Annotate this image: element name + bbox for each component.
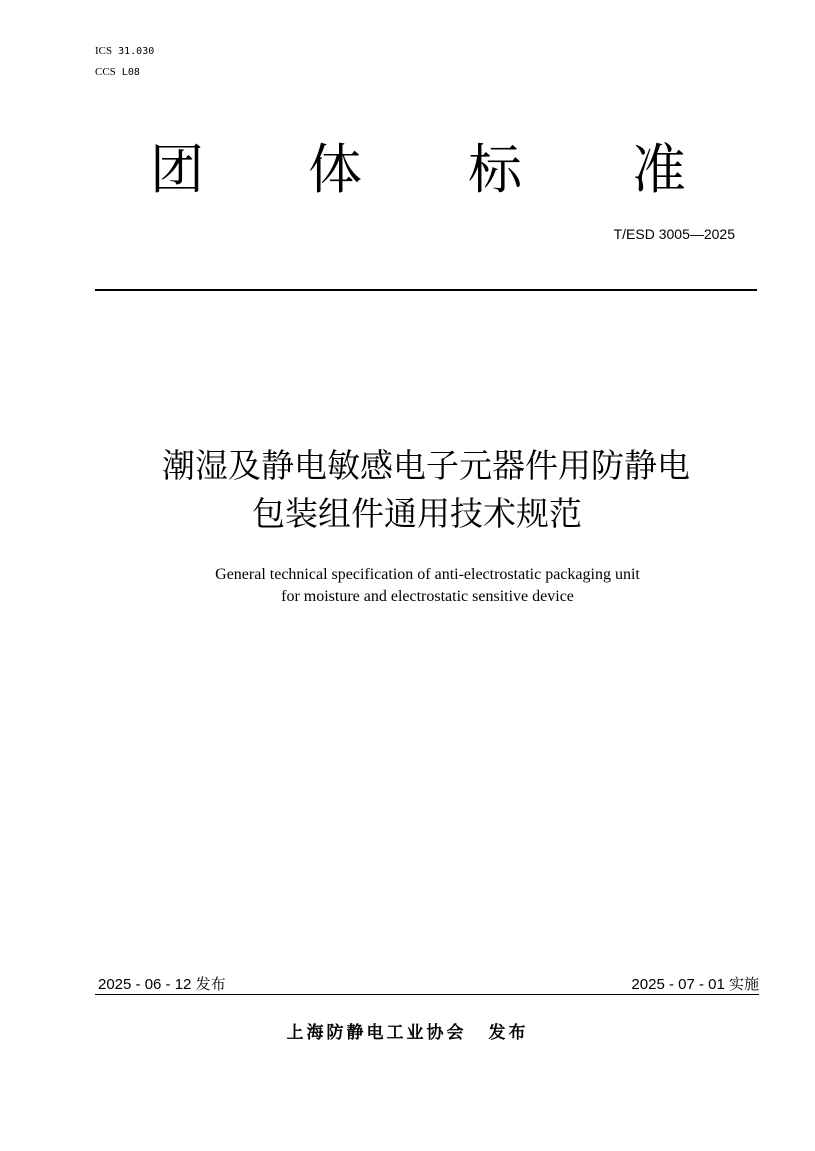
footer-divider [95, 994, 759, 995]
publisher-organization: 上海防静电工业协会 [286, 1023, 467, 1043]
publisher-action: 发布 [488, 1023, 529, 1043]
issue-date: 2025 - 06 - 12 发布 [98, 976, 226, 993]
ccs-value: L08 [121, 67, 140, 78]
ccs-label: CCS [95, 66, 116, 78]
publisher-line [0, 1018, 815, 1043]
classification-codes [95, 41, 154, 83]
implementation-date: 2025 - 07 - 01 实施 [631, 976, 759, 993]
standard-type-char-2: 体 [308, 138, 362, 201]
ccs-code [95, 62, 154, 83]
standard-number: T/ESD 3005—2025 [613, 226, 735, 242]
standard-type-char-4: 准 [632, 138, 686, 201]
standard-type-char-3: 标 [468, 138, 522, 201]
date-row [95, 973, 759, 995]
english-title-line-2: for moisture and electrostatic sensitive device [281, 588, 574, 605]
ics-label: ICS [95, 45, 113, 57]
standard-type-heading [120, 130, 740, 210]
english-title-line-1: General technical specification of anti-electrostatic packaging unit [215, 566, 640, 583]
standard-type-char-1: 团 [150, 138, 204, 201]
header-divider [95, 289, 757, 291]
english-title [0, 564, 815, 608]
chinese-title-line-2: 包装组件通用技术规范 [252, 494, 582, 533]
ics-value: 31.030 [118, 46, 155, 57]
chinese-title-line-1: 潮湿及静电敏感电子元器件用防静电 [162, 446, 690, 485]
ics-code [95, 41, 154, 62]
